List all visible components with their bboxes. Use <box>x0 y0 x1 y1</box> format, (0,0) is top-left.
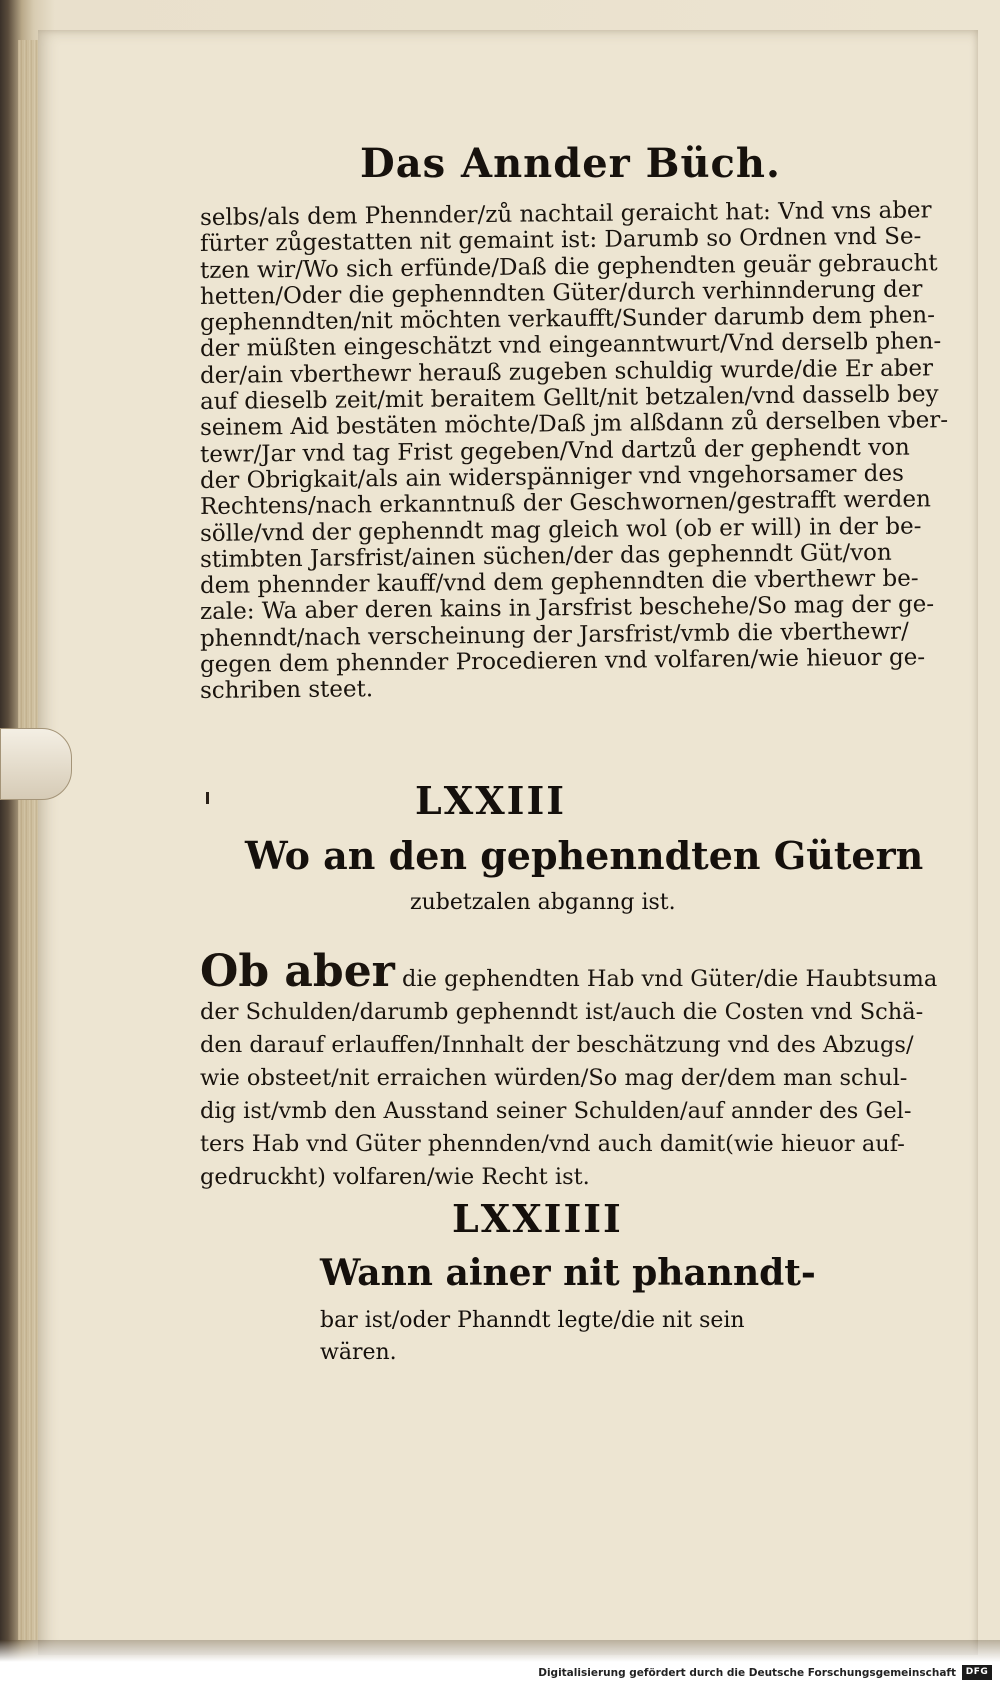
section-73-first-line <box>200 946 938 997</box>
body-line: zale: Wa aber deren kains in Jarsfrist beschehe/So mag der ge- <box>199 591 935 626</box>
body-line: tewr/Jar vnd tag Frist gegeben/Vnd dartzů der gephendt von <box>199 434 910 468</box>
page-edges <box>18 40 40 1640</box>
body-line: dem phennder kauff/vnd dem gephenndten die vberthewr be- <box>199 565 919 600</box>
body-line: schriben steet. <box>199 676 374 705</box>
body-line: seinem Aid bestäten möchte/Daß jm alßdann zů derselben vber- <box>199 407 949 442</box>
body-line: dig ist/vmb den Ausstand seiner Schulden/auf annder des Gel- <box>200 1098 912 1124</box>
body-paragraph <box>199 197 949 705</box>
section-74-subtitle-line: bar ist/oder Phanndt legte/die nit sein <box>320 1308 745 1333</box>
body-line: Rechtens/nach erkanntnuß der Geschwornen/gestrafft werden <box>199 486 931 521</box>
body-line: sölle/vnd der gephenndt mag gleich wol (ob er will) in der be- <box>199 513 922 547</box>
section-74-number: LXXIIII <box>452 1196 623 1241</box>
body-line: phenndt/nach verscheinung der Jarsfrist/vmb die vberthewr/ <box>199 618 909 652</box>
body-line: gedruckht) volfaren/wie Recht ist. <box>200 1164 590 1190</box>
running-head: Das Annder Büch. <box>360 140 781 187</box>
body-line: den darauf erlauffen/Innhalt der beschätzung vnd des Abzugs/ <box>200 1032 914 1058</box>
body-line: tzen wir/Wo sich erfünde/Daß die gephendten geuär gebraucht <box>199 249 938 284</box>
section-73-number: LXXIII <box>415 778 567 823</box>
body-line: gegen dem phennder Procedieren vnd volfaren/wie hieuor ge- <box>199 644 926 679</box>
dfg-logo: DFG <box>962 1665 992 1680</box>
body-line: gephenndten/nit möchten verkaufft/Sunder darumb dem phen- <box>199 302 936 337</box>
body-line: der Schulden/darumb gephenndt ist/auch die Costen vnd Schä- <box>200 999 924 1025</box>
bookmark-tab <box>0 728 72 800</box>
section-73-paragraph <box>200 946 938 1194</box>
body-line: ters Hab vnd Güter phennden/vnd auch damit(wie hieuor auf- <box>200 1131 905 1157</box>
section-74-title: Wann ainer nit phanndt- <box>320 1252 816 1294</box>
section-73-initial: Ob aber <box>200 946 395 997</box>
body-line: der/ain vberthewr herauß zugeben schuldig wurde/die Er aber <box>199 355 934 389</box>
body-line: der Obrigkait/als ain widerspänniger vnd vngehorsamer des <box>199 460 905 494</box>
body-line: der müßten eingeschätzt vnd eingeanntwurt/Vnd derselb phen- <box>199 328 942 363</box>
section-73-title: Wo an den gephenndten Gütern <box>245 833 924 878</box>
body-line: hetten/Oder die gephenndten Güter/durch verhinnderung der <box>199 276 923 310</box>
body-line: selbs/als dem Phennder/zů nachtail geraicht hat: Vnd vns aber <box>199 197 932 231</box>
body-line: stimbten Jarsfrist/ainen süchen/der das gephenndt Güt/von <box>199 539 892 573</box>
margin-mark <box>206 792 209 804</box>
page-bottom-shadow <box>0 1640 1000 1662</box>
footer-credit: Digitalisierung gefördert durch die Deutsche Forschungsgemeinschaft <box>538 1667 956 1679</box>
body-line: die gephendten Hab vnd Güter/die Haubtsuma <box>402 966 938 992</box>
body-line: wie obsteet/nit erraichen würden/So mag der/dem man schul- <box>200 1065 908 1091</box>
section-73-subtitle: zubetzalen abganng ist. <box>410 890 676 915</box>
body-line: fürter zůgestatten nit gemaint ist: Darumb so Ordnen vnd Se- <box>199 223 922 258</box>
footer-bar <box>0 1662 1000 1686</box>
body-line: auf dieselb zeit/mit beraitem Gellt/nit betzalen/vnd dasselb bey <box>199 381 939 416</box>
section-74-subtitle-line: wären. <box>320 1340 397 1365</box>
